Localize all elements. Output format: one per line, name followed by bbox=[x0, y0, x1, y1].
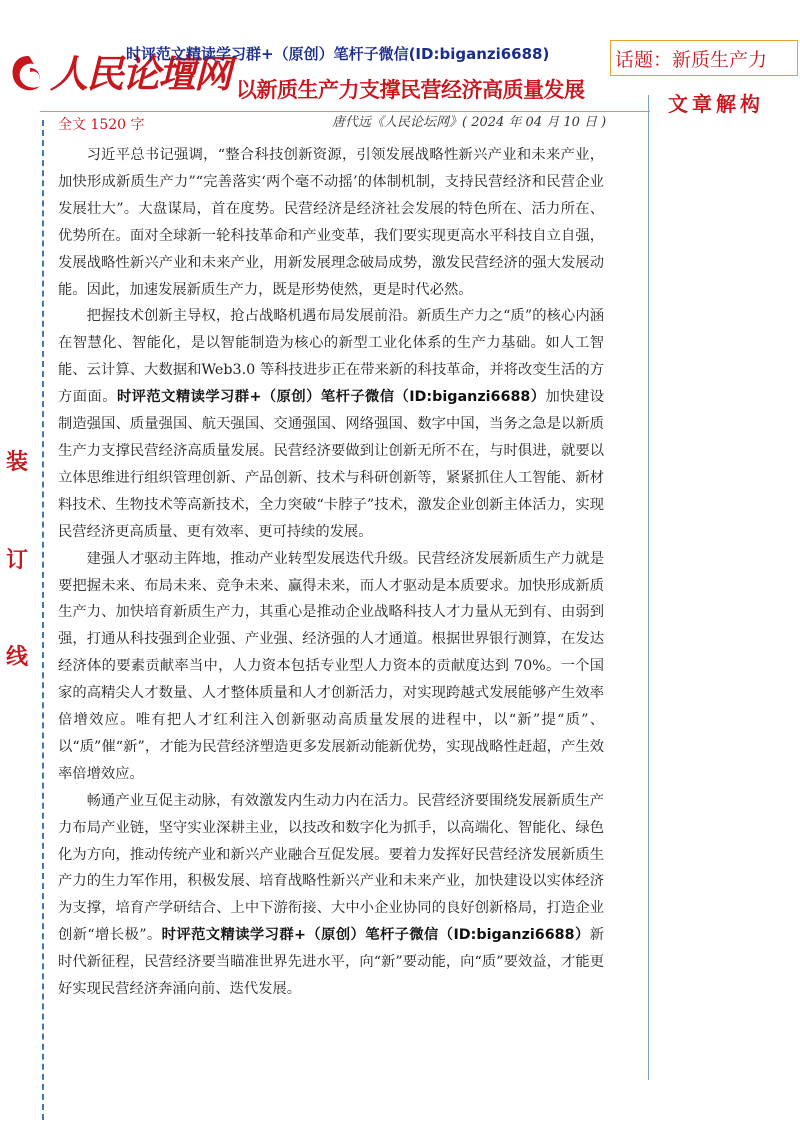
word-count: 全文 1520 字 bbox=[58, 117, 145, 133]
margin-divider bbox=[648, 95, 649, 1080]
paragraph-4-text-a: 畅通产业互促主动脉，有效激发内生动力内在活力。民营经济要围绕发展新质生产力布局产业链，坚守实业深耕主业，以技改和数字化为抓手，以高端化、智能化、绿色化为方向，推动传统产业和新兴产业融合互促发展。要着力发挥好民营经济发展新质生产力的生力军作用，积极发展、培育战略性新兴产业和未来产业，加快建设以实体经济为支撑，培育产学研结合、上中下游衔接、大中小企业协同的良好创新格局，打造企业创新“增长极”。 bbox=[58, 792, 604, 944]
paragraph-2-text-a: 把握技术创新主导权，抢占战略机遇布局发展前沿。新质生产力之“质”的核心内涵在智慧化、智能化，是以智能制造为核心的新型工业化体系的生产力基础。如人工智能、云计算、大数据和Web3.0 等科技进步正在带来新的科技革命，并将改变生活的方方面面。 bbox=[58, 308, 604, 406]
section-label: 文章解构 bbox=[668, 92, 764, 116]
paragraph-1: 习近平总书记强调，“整合科技创新资源，引领发展战略性新兴产业和未来产业，加快形成新质生产力”“完善落实‘两个毫不动摇’的体制机制，支持民营经济和民营企业发展壮大”。大盘谋局，首在度势。民营经济是经济社会发展的特色所在、活力所在、优势所在。面对全球新一轮科技革命和产业变革，我们要实现更高水平科技自立自强，发展战略性新兴产业和未来产业，用新发展理念破局成势，激发民营经济的强大发展动能。因此，加速发展新质生产力，既是形势使然，更是时代必然。 bbox=[58, 147, 604, 298]
article-body bbox=[58, 142, 604, 1003]
topic-box bbox=[610, 40, 798, 76]
binding-mark-1: 装 bbox=[6, 449, 29, 475]
inline-promo-2: 时评范文精读学习群+（原创）笔杆子微信（ID:biganzi6688） bbox=[161, 927, 590, 944]
inline-promo-1: 时评范文精读学习群+（原创）笔杆子微信（ID:biganzi6688） bbox=[116, 389, 546, 406]
article-title: 以新质生产力支撑民营经济高质量发展 bbox=[236, 77, 585, 102]
paragraph-4 bbox=[58, 788, 604, 1003]
binding-mark-2: 订 bbox=[6, 547, 29, 573]
paragraph-2 bbox=[58, 303, 604, 545]
logo-swirl-icon bbox=[8, 52, 48, 96]
topic-label: 话题：新质生产力 bbox=[615, 49, 768, 71]
binding-mark-3: 线 bbox=[6, 644, 29, 670]
paragraph-2-text-b: 加快建设制造强国、质量强国、航天强国、交通强国、网络强国、数字中国，当务之急是以新质生产力支撑民营经济高质量发展。民营经济要做到让创新无所不在，与时俱进，就要以立体思维进行组织管理创新、产品创新、技术与科研创新等，紧紧抓住人工智能、新材料技术、生物技术等高新技术，全力突破“卡脖子”技术，激发企业创新主体活力，实现民营经济更高质量、更有效率、更可持续的发展。 bbox=[58, 389, 605, 540]
binding-dash-line bbox=[42, 120, 44, 1120]
paragraph-3: 建强人才驱动主阵地，推动产业转型发展迭代升级。民营经济发展新质生产力就是要把握未来、布局未来、竞争未来、赢得未来，而人才驱动是本质要求。加快形成新质生产力、加快培育新质生产力，其重心是推动企业战略科技人才力量从无到有、由弱到强，打通从科技强到企业强、产业强、经济强的人才通道。根据世界银行测算，在发达经济体的要素贡献率当中，人力资本包括专业型人力资本的贡献度达到 70%。一个国家的高精尖人才数量、人才整体质量和人才创新活力，对实现跨越式发展能够产生效率倍增效应。唯有把人才红利注入创新驱动高质量发展的进程中，以“新”提“质”、以“质”催“新”，才能为民营经济塑造更多发展新动能新优势，实现战略性赶超，产生效率倍增效应。 bbox=[58, 550, 604, 782]
byline: 唐代远《人民论坛网》( 2024 年 04 月 10 日 ) bbox=[332, 115, 607, 130]
top-promo: 时评范文精读学习群+（原创）笔杆子微信(ID:biganzi6688) bbox=[126, 45, 550, 63]
logo-text: 人民论壇网 bbox=[50, 52, 231, 96]
paragraph-4-text-b: 新时代新征程，民营经济要当瞄准世界先进水平，向“新”要动能，向“质”要效益，才能更好实现民营经济奔涌向前、迭代发展。 bbox=[58, 927, 604, 998]
